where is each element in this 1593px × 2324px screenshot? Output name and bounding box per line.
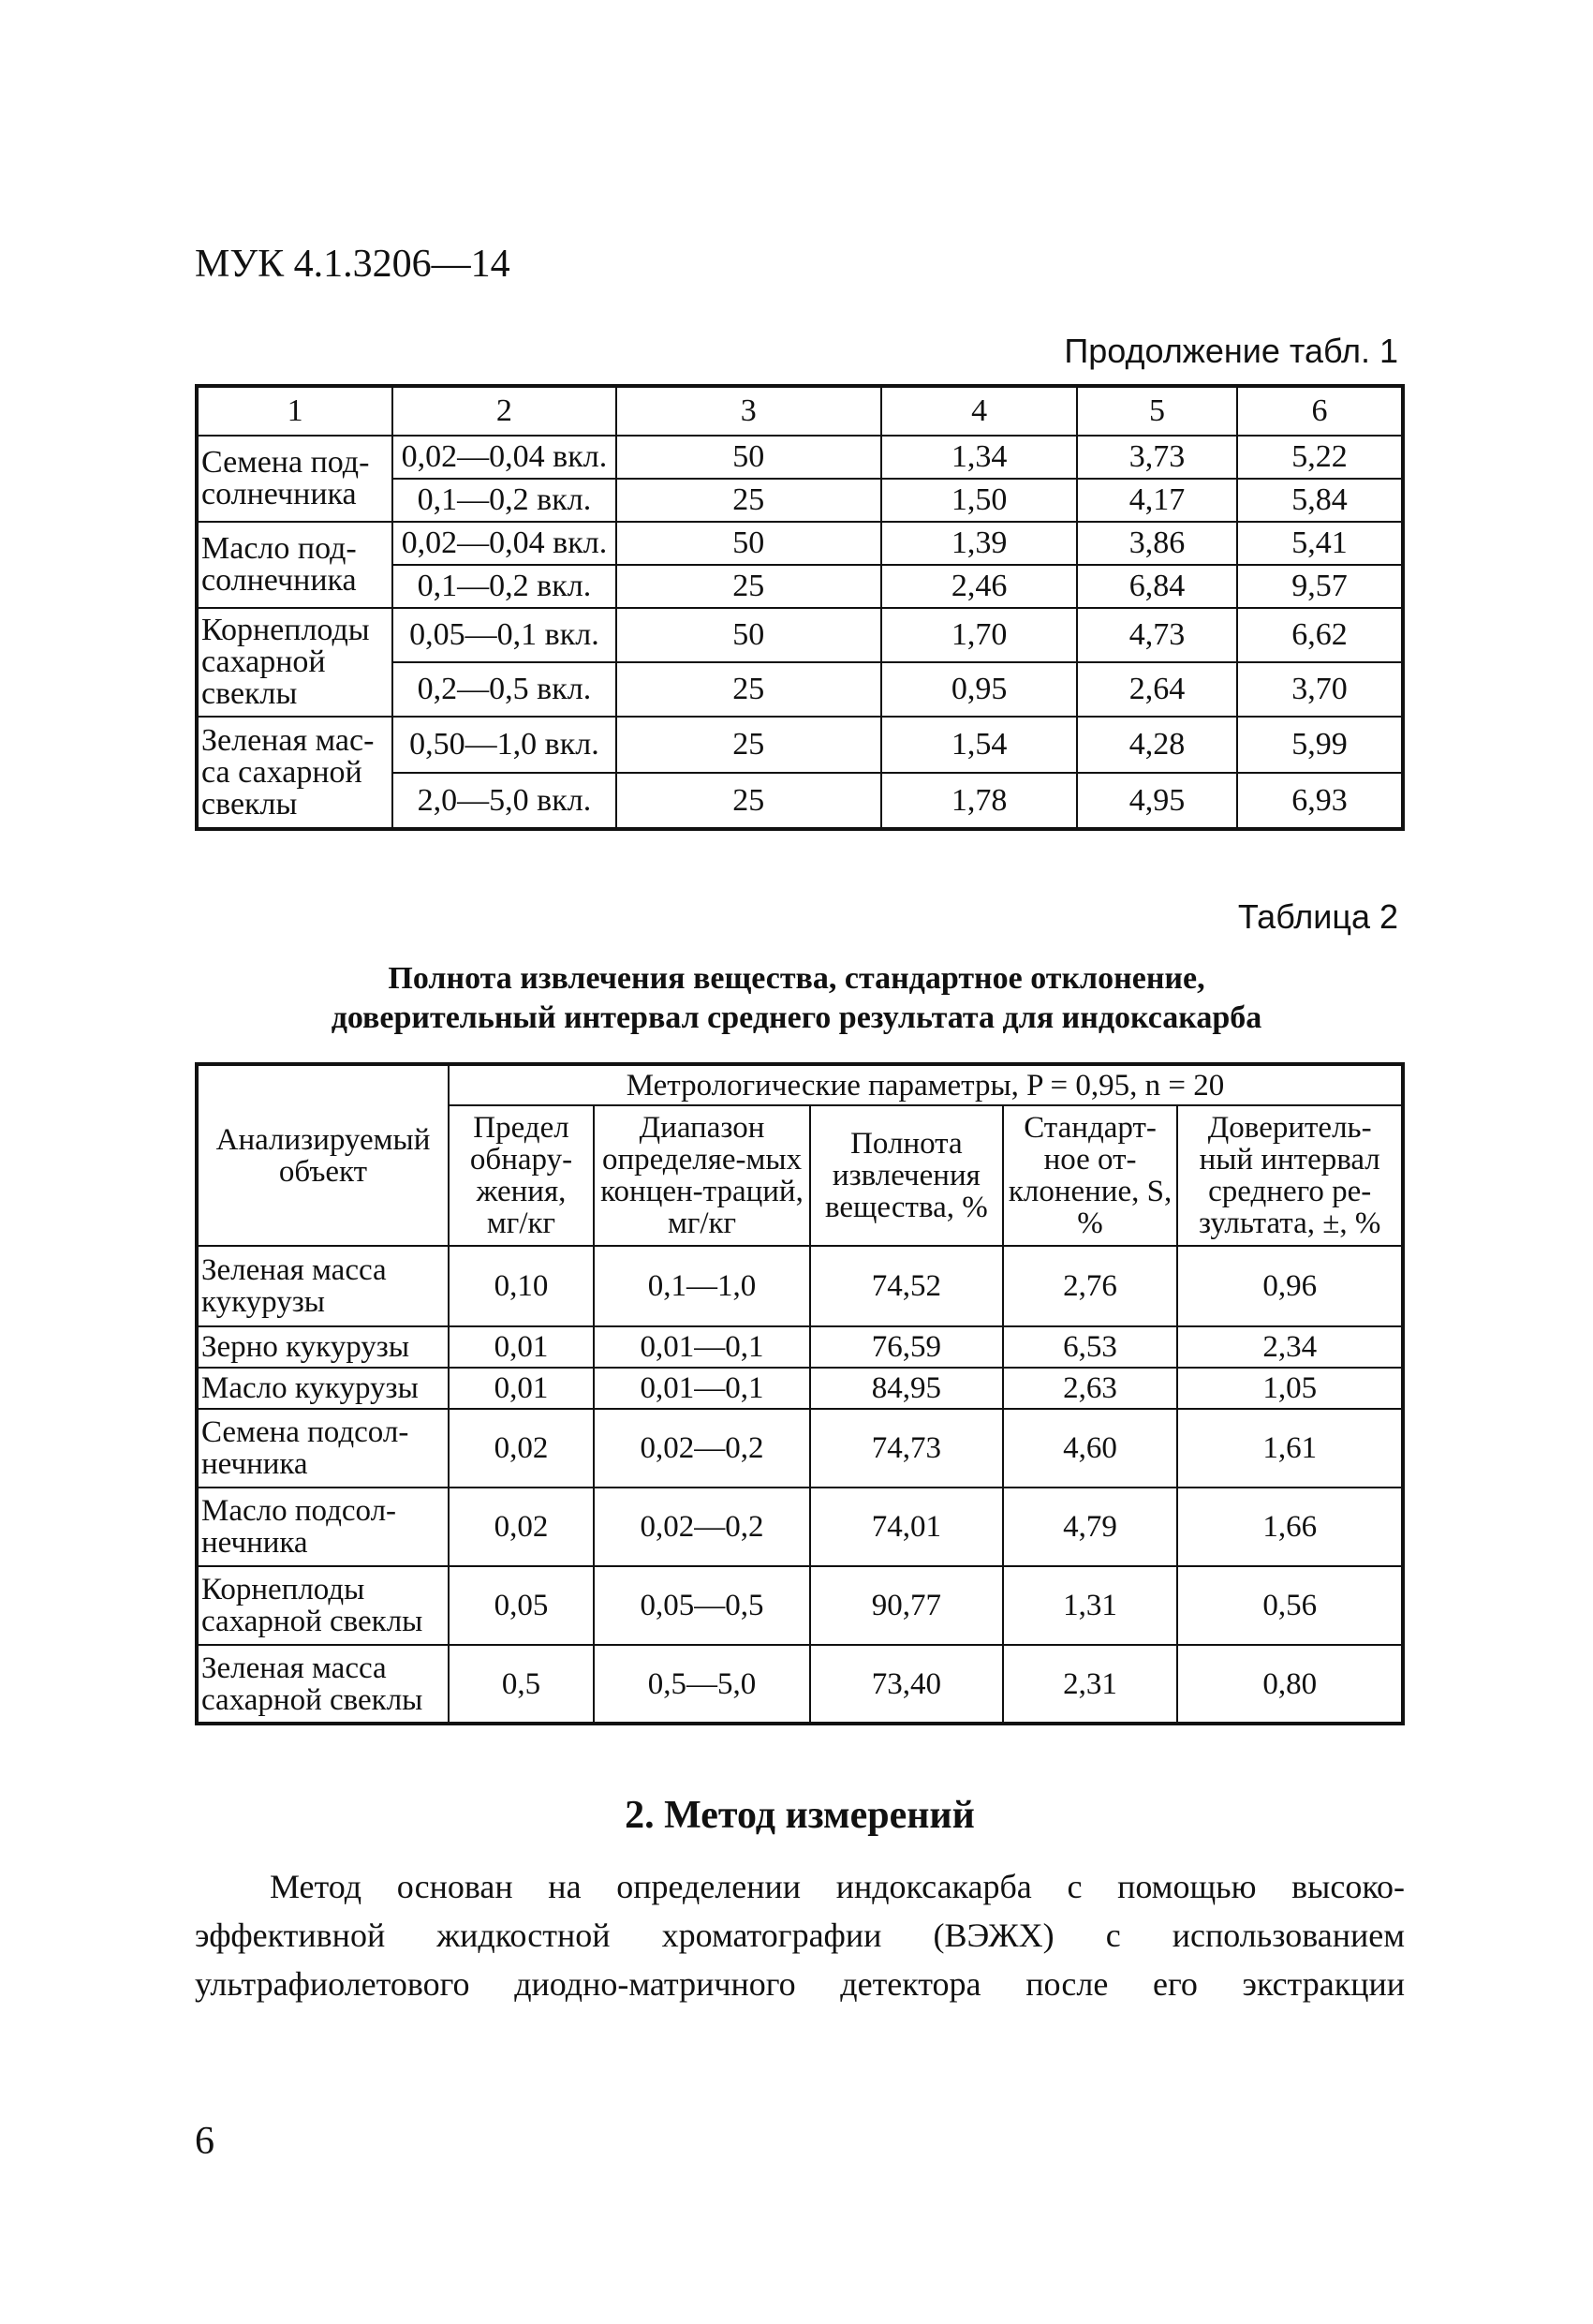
table-cell: 6,84 bbox=[1077, 565, 1237, 608]
table-cell: 0,50—1,0 вкл. bbox=[392, 717, 615, 773]
table-cell: 74,01 bbox=[810, 1488, 1003, 1566]
table-cell: 1,34 bbox=[881, 436, 1077, 479]
table2-param-header: Стандарт-ное от-клонение, S, % bbox=[1003, 1105, 1178, 1246]
table2 bbox=[195, 1062, 1405, 1725]
table-cell: 25 bbox=[616, 565, 881, 608]
table-cell: 5,41 bbox=[1237, 522, 1403, 565]
table-cell: 90,77 bbox=[810, 1566, 1003, 1645]
table2-title-line: доверительный интервал среднего результата для индоксакарба bbox=[331, 1000, 1262, 1035]
table-cell: 6,53 bbox=[1003, 1326, 1178, 1368]
table-cell: 0,96 bbox=[1177, 1246, 1403, 1326]
table-cell: 2,76 bbox=[1003, 1246, 1178, 1326]
table2-title bbox=[195, 959, 1398, 1038]
table-cell: 25 bbox=[616, 773, 881, 829]
table-cell: 1,66 bbox=[1177, 1488, 1403, 1566]
table-cell: 0,1—1,0 bbox=[594, 1246, 810, 1326]
table1-object-cell: Зеленая мас-са сахарной свеклы bbox=[197, 717, 392, 829]
table-cell: 0,02—0,2 bbox=[594, 1409, 810, 1488]
table-cell: 1,50 bbox=[881, 479, 1077, 522]
table1-col-header: 5 bbox=[1077, 386, 1237, 436]
table-cell: 74,73 bbox=[810, 1409, 1003, 1488]
table-row bbox=[197, 1488, 1403, 1566]
table-cell: 50 bbox=[616, 522, 881, 565]
table1-col-header: 3 bbox=[616, 386, 881, 436]
table-cell: 1,61 bbox=[1177, 1409, 1403, 1488]
table-row bbox=[197, 1326, 1403, 1368]
page-number: 6 bbox=[195, 2120, 214, 2163]
table-row bbox=[197, 522, 1403, 565]
table-cell: 0,05 bbox=[449, 1566, 594, 1645]
section-paragraph bbox=[195, 1862, 1405, 2008]
paragraph-line: эффективной жидкостной хроматографии (ВЭЖХ) с использованием bbox=[195, 1917, 1405, 1954]
table-cell: 0,02—0,04 вкл. bbox=[392, 522, 615, 565]
table-cell: 1,39 bbox=[881, 522, 1077, 565]
table-cell: 0,01 bbox=[449, 1326, 594, 1368]
table-cell: 1,31 bbox=[1003, 1566, 1178, 1645]
table1-object-cell: Масло под-солнечника bbox=[197, 522, 392, 608]
table-cell: 5,99 bbox=[1237, 717, 1403, 773]
table1 bbox=[195, 384, 1405, 831]
table-cell: 0,05—0,5 bbox=[594, 1566, 810, 1645]
table-cell: 9,57 bbox=[1237, 565, 1403, 608]
table1-col-header: 4 bbox=[881, 386, 1077, 436]
table2-param-header: Предел обнару-жения, мг/кг bbox=[449, 1105, 594, 1246]
table1-object-cell: Корнеплоды сахарной свеклы bbox=[197, 608, 392, 717]
paragraph-line: Метод основан на определении индоксакарба с помощью высоко- bbox=[270, 1868, 1405, 1905]
table2-param-header: Диапазон определяе-мых концен-траций, мг/кг bbox=[594, 1105, 810, 1246]
table-cell: 1,70 bbox=[881, 608, 1077, 662]
table-cell: 0,02—0,2 bbox=[594, 1488, 810, 1566]
table2-title-line: Полнота извлечения вещества, стандартное отклонение, bbox=[388, 961, 1205, 996]
table2-object-header: Анализируемый объект bbox=[197, 1064, 449, 1246]
table-cell: 0,02 bbox=[449, 1488, 594, 1566]
table-cell: 0,5—5,0 bbox=[594, 1645, 810, 1724]
table-cell: 6,93 bbox=[1237, 773, 1403, 829]
table2-param-header: Доверитель-ный интервал среднего ре-зультата, ±, % bbox=[1177, 1105, 1403, 1246]
table-cell: 6,62 bbox=[1237, 608, 1403, 662]
table-cell: 76,59 bbox=[810, 1326, 1003, 1368]
table-cell: 2,63 bbox=[1003, 1368, 1178, 1409]
paragraph-line: ультрафиолетового диодно-матричного детектора после его экстракции bbox=[195, 1965, 1405, 2003]
table2-object-cell: Корнеплоды сахарной свеклы bbox=[197, 1566, 449, 1645]
table-row bbox=[197, 436, 1403, 479]
table-cell: 74,52 bbox=[810, 1246, 1003, 1326]
table-cell: 0,02 bbox=[449, 1409, 594, 1488]
section-title: 2. Метод измерений bbox=[625, 1794, 975, 1837]
table-cell: 1,05 bbox=[1177, 1368, 1403, 1409]
table1-object-cell: Семена под-солнечника bbox=[197, 436, 392, 522]
table1-caption: Продолжение табл. 1 bbox=[1064, 332, 1398, 370]
table-cell: 0,01 bbox=[449, 1368, 594, 1409]
table-cell: 0,05—0,1 вкл. bbox=[392, 608, 615, 662]
table-cell: 0,5 bbox=[449, 1645, 594, 1724]
table-cell: 5,84 bbox=[1237, 479, 1403, 522]
table-cell: 4,17 bbox=[1077, 479, 1237, 522]
table-cell: 50 bbox=[616, 436, 881, 479]
table2-object-cell: Зеленая масса кукурузы bbox=[197, 1246, 449, 1326]
table-cell: 1,78 bbox=[881, 773, 1077, 829]
table-cell: 0,1—0,2 вкл. bbox=[392, 479, 615, 522]
table-cell: 0,80 bbox=[1177, 1645, 1403, 1724]
table-cell: 25 bbox=[616, 662, 881, 717]
table-cell: 4,73 bbox=[1077, 608, 1237, 662]
table-cell: 0,02—0,04 вкл. bbox=[392, 436, 615, 479]
table-cell: 84,95 bbox=[810, 1368, 1003, 1409]
table-cell: 2,0—5,0 вкл. bbox=[392, 773, 615, 829]
table-row bbox=[197, 1246, 1403, 1326]
table2-object-cell: Зерно кукурузы bbox=[197, 1326, 449, 1368]
table-cell: 25 bbox=[616, 717, 881, 773]
table2-caption: Таблица 2 bbox=[1237, 897, 1398, 936]
table2-group-header: Метрологические параметры, P = 0,95, n = 20 bbox=[449, 1064, 1403, 1105]
table-cell: 50 bbox=[616, 608, 881, 662]
table1-col-header: 1 bbox=[197, 386, 392, 436]
table-cell: 2,31 bbox=[1003, 1645, 1178, 1724]
table2-object-cell: Масло кукурузы bbox=[197, 1368, 449, 1409]
table-cell: 0,01—0,1 bbox=[594, 1368, 810, 1409]
table2-object-cell: Зеленая масса сахарной свеклы bbox=[197, 1645, 449, 1724]
table1-col-header: 6 bbox=[1237, 386, 1403, 436]
table-cell: 5,22 bbox=[1237, 436, 1403, 479]
table-cell: 0,10 bbox=[449, 1246, 594, 1326]
table-row bbox=[197, 1409, 1403, 1488]
table-row bbox=[197, 1368, 1403, 1409]
table2-param-header: Полнота извлечения вещества, % bbox=[810, 1105, 1003, 1246]
table-row bbox=[197, 608, 1403, 662]
table2-header-row bbox=[197, 1064, 1403, 1105]
table2-object-cell: Масло подсол-нечника bbox=[197, 1488, 449, 1566]
table-cell: 4,28 bbox=[1077, 717, 1237, 773]
document-code: МУК 4.1.3206—14 bbox=[195, 243, 510, 286]
table1-header-row bbox=[197, 386, 1403, 436]
table2-object-cell: Семена подсол-нечника bbox=[197, 1409, 449, 1488]
table-cell: 2,34 bbox=[1177, 1326, 1403, 1368]
table1-col-header: 2 bbox=[392, 386, 615, 436]
table-cell: 4,60 bbox=[1003, 1409, 1178, 1488]
table-cell: 25 bbox=[616, 479, 881, 522]
table-cell: 4,95 bbox=[1077, 773, 1237, 829]
table-cell: 73,40 bbox=[810, 1645, 1003, 1724]
table-cell: 0,01—0,1 bbox=[594, 1326, 810, 1368]
table-cell: 0,2—0,5 вкл. bbox=[392, 662, 615, 717]
table-cell: 2,46 bbox=[881, 565, 1077, 608]
table-cell: 4,79 bbox=[1003, 1488, 1178, 1566]
table-row bbox=[197, 1645, 1403, 1724]
table-cell: 3,70 bbox=[1237, 662, 1403, 717]
table-cell: 3,86 bbox=[1077, 522, 1237, 565]
table-cell: 3,73 bbox=[1077, 436, 1237, 479]
table-cell: 1,54 bbox=[881, 717, 1077, 773]
table-cell: 0,1—0,2 вкл. bbox=[392, 565, 615, 608]
table-row bbox=[197, 1566, 1403, 1645]
table-cell: 2,64 bbox=[1077, 662, 1237, 717]
table-cell: 0,56 bbox=[1177, 1566, 1403, 1645]
table-row bbox=[197, 717, 1403, 773]
table-cell: 0,95 bbox=[881, 662, 1077, 717]
